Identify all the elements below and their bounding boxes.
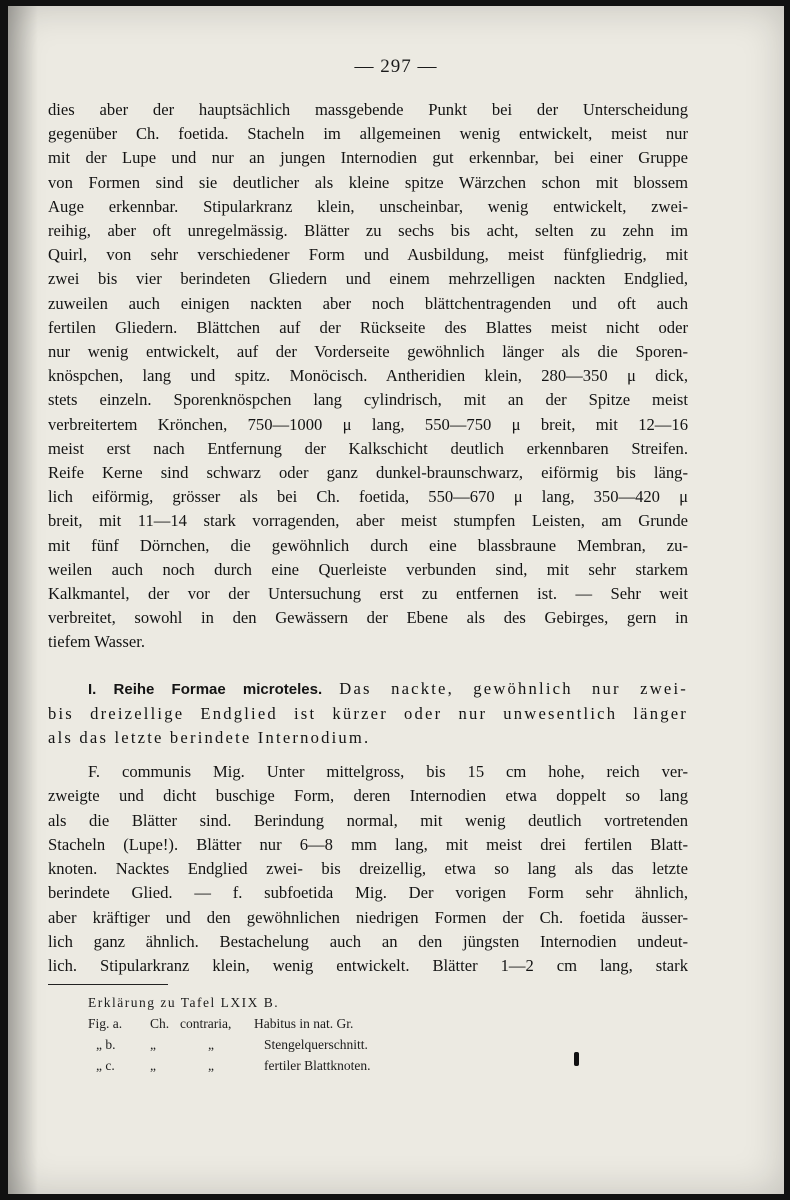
text-line: fertilen Gliedern. Blättchen auf der Rückseite des Blattes meist nicht oder — [48, 317, 688, 337]
text-line: Auge erkennbar. Stipularkranz klein, unscheinbar, wenig entwickelt, zwei- — [48, 196, 688, 216]
paragraph-form-description — [48, 760, 688, 978]
ditto-mark: „ — [150, 1058, 156, 1073]
footnote-row — [88, 1034, 508, 1055]
paragraph-species-description — [48, 98, 688, 655]
text-line: F. communis Mig. Unter mittelgross, bis 15 cm hohe, reich ver- — [88, 762, 688, 782]
plate-explanation — [88, 992, 508, 1076]
text-line: knöspchen, lang und spitz. Monöcisch. Antheridien klein, 280—350 μ dick, — [48, 366, 688, 386]
text-line: stets einzeln. Sporenknöspchen lang cylindrisch, mit an der Spitze meist — [48, 390, 688, 410]
figure-caption: Stengelquerschnitt. — [264, 1037, 368, 1052]
text-line: Reife Kerne sind schwarz oder ganz dunkel-braunschwarz, eiförmig bis läng- — [48, 463, 688, 483]
text-line: lich. Stipularkranz klein, wenig entwickelt. Blätter 1—2 cm lang, stark — [48, 955, 688, 975]
text-line: knoten. Nacktes Endglied zwei- bis dreizellig, etwa so lang als das letzte — [48, 859, 688, 879]
text-line: mit der Lupe und nur an jungen Internodien gut erkennbar, bei einer Gruppe — [48, 148, 688, 168]
section-line: als das letzte berindete Internodium. — [48, 728, 371, 748]
text-line: lich eiförmig, grösser als bei Ch. foetida, 550—670 μ lang, 350—420 μ — [48, 487, 688, 507]
text-line: von Formen sind sie deutlicher als kleine spitze Wärzchen schon mit blossem — [48, 172, 688, 192]
section-heading-rest: Das nackte, gewöhnlich nur zwei- — [339, 678, 688, 698]
footnote-row — [88, 1013, 508, 1034]
text-line: gegenüber Ch. foetida. Stacheln im allgemeinen wenig entwickelt, meist nur — [48, 124, 688, 144]
text-line: als die Blätter sind. Berindung normal, mit wenig deutlich vortretenden — [48, 810, 688, 830]
text-line: breit, mit 11—14 stark vorragenden, aber meist stumpfen Leisten, am Grunde — [48, 511, 688, 531]
main-text — [48, 98, 688, 978]
text-line: verbreitet, sowohl in den Gewässern der Ebene als des Gebirges, gern in — [48, 608, 688, 628]
text-line: berindete Glied. — f. subfoetida Mig. Der vorigen Form sehr ähnlich, — [48, 883, 688, 903]
section-line: bis dreizellige Endglied ist kürzer oder nur unwesentlich länger — [48, 703, 688, 723]
figure-label: Fig. a. — [88, 1016, 123, 1031]
text-line: weilen auch noch durch eine Querleiste verbunden sind, mit sehr starkem — [48, 559, 688, 579]
section-heading-block — [48, 677, 688, 751]
figure-caption: Habitus in nat. Gr. — [254, 1016, 354, 1031]
figure-label: „ b. — [96, 1037, 116, 1052]
plate-explanation-title: Erklärung zu Tafel LXIX B. — [88, 995, 280, 1010]
text-line: zuweilen auch einigen nackten aber noch blättchentragenden und oft auch — [48, 293, 688, 313]
text-line: mit fünf Dörnchen, die gewöhnlich durch eine blassbraune Membran, zu- — [48, 535, 688, 555]
book-page — [8, 6, 784, 1194]
text-line: nur wenig entwickelt, auf der Vorderseite gewöhnlich länger als die Sporen- — [48, 342, 688, 362]
text-line: verbreitertem Krönchen, 750—1000 μ lang, 550—750 μ breit, mit 12—16 — [48, 414, 688, 434]
text-line: meist erst nach Entfernung der Kalkschicht deutlich erkennbaren Streifen. — [48, 438, 688, 458]
text-line: zwei bis vier berindeten Gliedern und einem mehrzelligen nackten Endglied, — [48, 269, 688, 289]
text-line: Kalkmantel, der vor der Untersuchung erst zu entfernen ist. — Sehr weit — [48, 584, 688, 604]
text-line: dies aber der hauptsächlich massgebende Punkt bei der Unterscheidung — [48, 100, 688, 119]
section-heading-line — [48, 677, 688, 702]
figure-caption: fertiler Blattknoten. — [264, 1058, 371, 1073]
species-name: contraria, — [180, 1016, 232, 1031]
text-line: zweigte und dicht buschige Form, deren Internodien etwa doppelt so lang — [48, 786, 688, 806]
section-heading: I. Reihe Formae microteles. — [88, 680, 323, 698]
figure-label: „ c. — [96, 1058, 115, 1073]
binding-shadow — [8, 6, 38, 1194]
text-line: lich ganz ähnlich. Bestachelung auch an den jüngsten Internodien undeut- — [48, 931, 688, 951]
page-number: — 297 — — [354, 56, 438, 77]
text-line: Quirl, von sehr verschiedener Form und Ausbildung, meist fünfgliedrig, mit — [48, 245, 688, 265]
genus-abbrev: Ch. — [150, 1016, 170, 1031]
footnote-row — [88, 1055, 508, 1076]
text-line: reihig, aber oft unregelmässig. Blätter zu sechs bis acht, selten zu zehn im — [48, 221, 688, 241]
text-line: tiefem Wasser. — [48, 632, 145, 652]
paragraph-gap — [48, 750, 688, 760]
section-gap — [48, 655, 688, 677]
text-line: aber kräftiger und den gewöhnlichen niedrigen Formen der Ch. foetida äusser- — [48, 907, 688, 927]
footnote-rule — [48, 984, 168, 985]
ditto-mark: „ — [150, 1037, 156, 1052]
ink-blot — [574, 1052, 579, 1066]
text-line: Stacheln (Lupe!). Blätter nur 6—8 mm lang, mit meist drei fertilen Blatt- — [48, 834, 688, 854]
ditto-mark: „ — [208, 1058, 214, 1073]
ditto-mark: „ — [208, 1037, 214, 1052]
